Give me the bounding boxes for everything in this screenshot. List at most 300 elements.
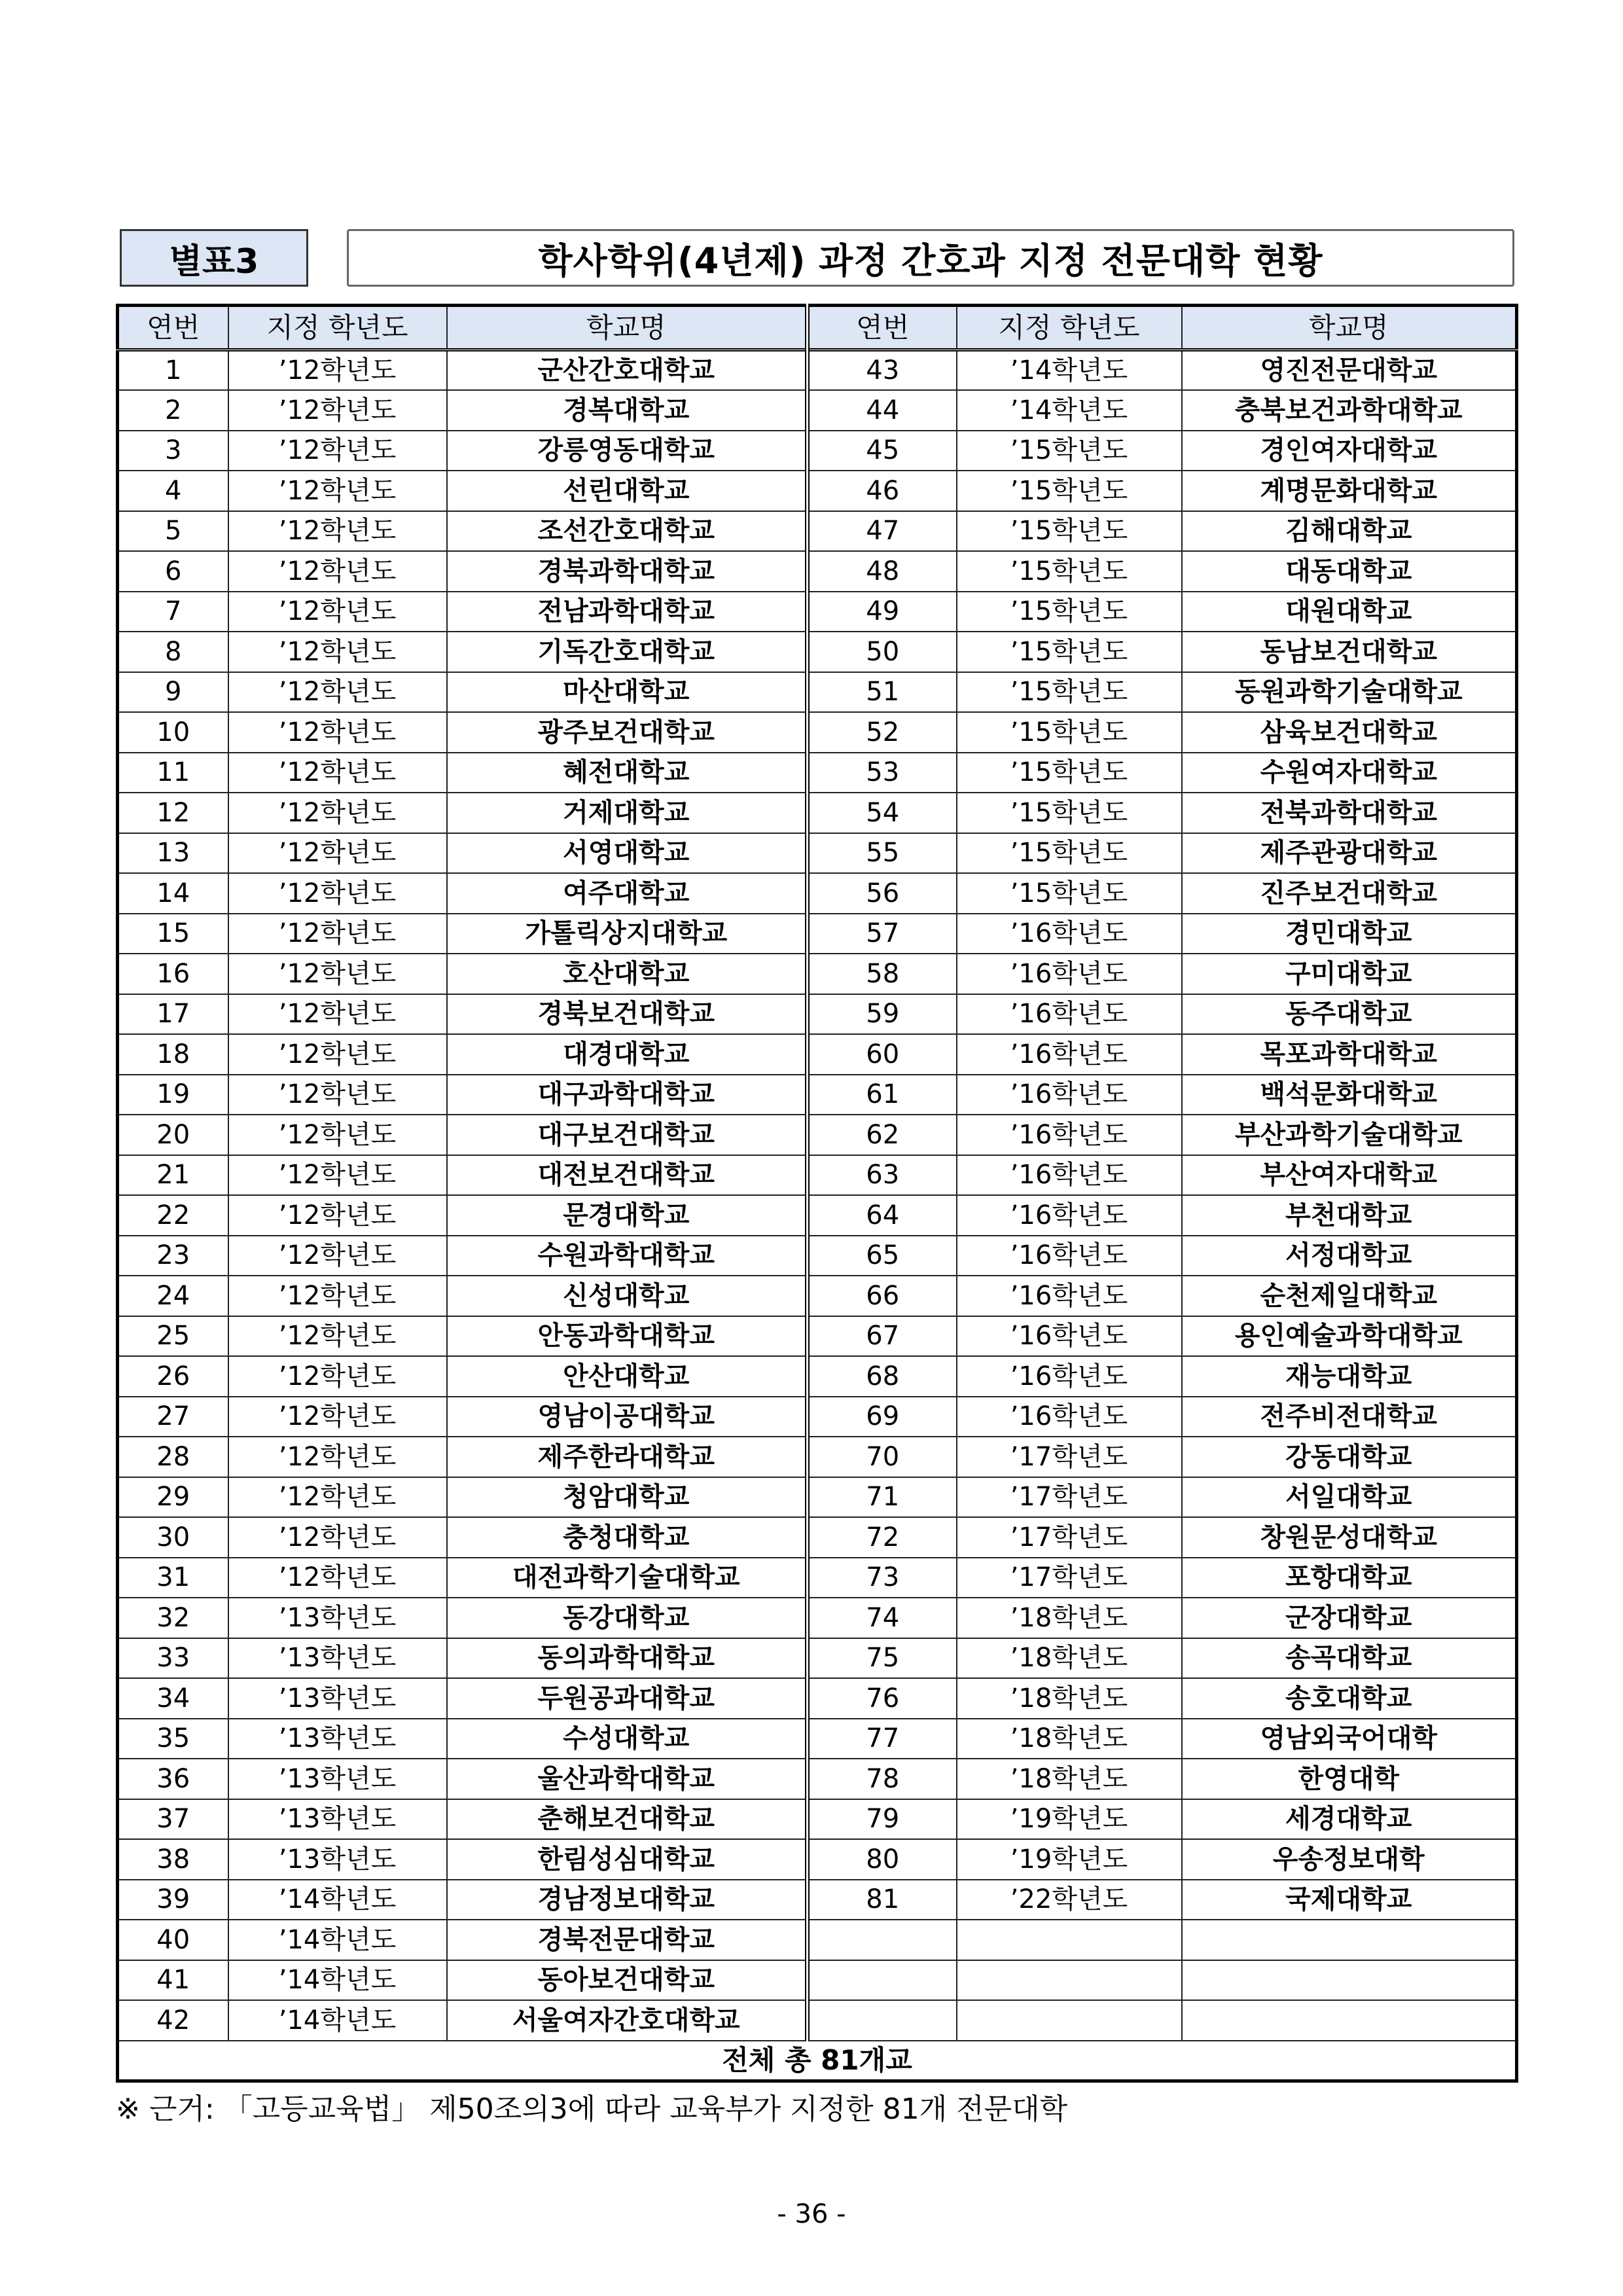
school-name: 서영대학교 (447, 833, 808, 874)
school-name: 제주관광대학교 (1182, 833, 1517, 874)
row-number: 29 (118, 1477, 228, 1518)
table-row (118, 2000, 1517, 2041)
table-row (118, 1356, 1517, 1397)
row-number: 50 (808, 632, 957, 672)
school-name: 대전과학기술대학교 (447, 1558, 808, 1598)
row-number: 55 (808, 833, 957, 874)
row-number: 12 (118, 793, 228, 833)
designation-year: ’19학년도 (957, 1839, 1182, 1880)
table-row (118, 954, 1517, 994)
designation-year: ’15학년도 (957, 471, 1182, 511)
school-name: 강동대학교 (1182, 1437, 1517, 1477)
designation-year: ’12학년도 (228, 712, 447, 753)
table-row (118, 1075, 1517, 1115)
designation-year: ’16학년도 (957, 1155, 1182, 1196)
designation-year: ’22학년도 (957, 1880, 1182, 1920)
designation-year: ’12학년도 (228, 994, 447, 1035)
row-number: 65 (808, 1236, 957, 1276)
designation-year: ’17학년도 (957, 1558, 1182, 1598)
row-number: 33 (118, 1638, 228, 1679)
page-number: - 36 - (777, 2199, 846, 2229)
row-number: 81 (808, 1880, 957, 1920)
designation-year: ’12학년도 (228, 1477, 447, 1518)
row-number: 32 (118, 1598, 228, 1638)
school-name: 안산대학교 (447, 1356, 808, 1397)
designation-year: ’12학년도 (228, 1558, 447, 1598)
row-number: 36 (118, 1759, 228, 1799)
school-name: 경남정보대학교 (447, 1880, 808, 1920)
school-name: 경북전문대학교 (447, 1920, 808, 1960)
school-name: 문경대학교 (447, 1195, 808, 1236)
row-number: 27 (118, 1397, 228, 1437)
row-number: 15 (118, 914, 228, 954)
school-name: 조선간호대학교 (447, 511, 808, 552)
school-name: 청암대학교 (447, 1477, 808, 1518)
school-name: 영남이공대학교 (447, 1397, 808, 1437)
column-header: 연번 (118, 306, 228, 350)
row-number: 69 (808, 1397, 957, 1437)
designation-year: ’18학년도 (957, 1719, 1182, 1759)
table-row (118, 1598, 1517, 1638)
column-header: 지정 학년도 (957, 306, 1182, 350)
designation-year: ’16학년도 (957, 954, 1182, 994)
row-number: 73 (808, 1558, 957, 1598)
school-name: 한림성심대학교 (447, 1839, 808, 1880)
row-number (808, 1920, 957, 1960)
table-row (118, 1155, 1517, 1196)
row-number: 26 (118, 1356, 228, 1397)
school-name: 경북보건대학교 (447, 994, 808, 1035)
designation-year: ’12학년도 (228, 390, 447, 431)
row-number: 60 (808, 1034, 957, 1075)
school-name: 김해대학교 (1182, 511, 1517, 552)
school-name: 대경대학교 (447, 1034, 808, 1075)
school-name: 전북과학대학교 (1182, 793, 1517, 833)
designation-year: ’12학년도 (228, 1236, 447, 1276)
school-name: 충청대학교 (447, 1517, 808, 1558)
school-name: 서정대학교 (1182, 1236, 1517, 1276)
designation-year: ’12학년도 (228, 1115, 447, 1155)
designation-year (957, 1960, 1182, 2001)
designation-year: ’13학년도 (228, 1839, 447, 1880)
column-header: 학교명 (447, 306, 808, 350)
table-row (118, 592, 1517, 632)
school-name: 대원대학교 (1182, 592, 1517, 632)
designation-year: ’17학년도 (957, 1517, 1182, 1558)
table-row (118, 1034, 1517, 1075)
school-name: 제주한라대학교 (447, 1437, 808, 1477)
table-row (118, 1799, 1517, 1840)
row-number: 13 (118, 833, 228, 874)
row-number: 62 (808, 1115, 957, 1155)
row-number: 7 (118, 592, 228, 632)
table-row (118, 1880, 1517, 1920)
school-name: 부산과학기술대학교 (1182, 1115, 1517, 1155)
row-number: 42 (118, 2000, 228, 2041)
designation-year: ’16학년도 (957, 1034, 1182, 1075)
school-name: 송호대학교 (1182, 1678, 1517, 1719)
school-name: 동강대학교 (447, 1598, 808, 1638)
designation-year: ’14학년도 (228, 1880, 447, 1920)
designation-year: ’16학년도 (957, 1115, 1182, 1155)
school-name: 부산여자대학교 (1182, 1155, 1517, 1196)
row-number: 28 (118, 1437, 228, 1477)
row-number: 20 (118, 1115, 228, 1155)
school-name: 우송정보대학 (1182, 1839, 1517, 1880)
school-name: 진주보건대학교 (1182, 873, 1517, 914)
table-row (118, 833, 1517, 874)
designation-year: ’12학년도 (228, 753, 447, 793)
school-name: 구미대학교 (1182, 954, 1517, 994)
designation-year: ’12학년도 (228, 954, 447, 994)
school-name (1182, 1960, 1517, 2001)
designation-year: ’12학년도 (228, 1397, 447, 1437)
table-row (118, 1558, 1517, 1598)
row-number: 30 (118, 1517, 228, 1558)
row-number: 59 (808, 994, 957, 1035)
table-row (118, 1477, 1517, 1518)
row-number: 51 (808, 672, 957, 713)
designation-year: ’18학년도 (957, 1638, 1182, 1679)
row-number: 56 (808, 873, 957, 914)
row-number: 2 (118, 390, 228, 431)
school-name: 수원여자대학교 (1182, 753, 1517, 793)
school-name: 경민대학교 (1182, 914, 1517, 954)
school-name: 경북과학대학교 (447, 551, 808, 592)
school-name: 목포과학대학교 (1182, 1034, 1517, 1075)
row-number: 75 (808, 1638, 957, 1679)
school-name: 세경대학교 (1182, 1799, 1517, 1840)
row-number: 64 (808, 1195, 957, 1236)
designation-year: ’18학년도 (957, 1759, 1182, 1799)
school-name: 삼육보건대학교 (1182, 712, 1517, 753)
row-number: 58 (808, 954, 957, 994)
designation-year: ’14학년도 (957, 390, 1182, 431)
designation-year: ’12학년도 (228, 793, 447, 833)
designation-year: ’15학년도 (957, 551, 1182, 592)
row-number: 74 (808, 1598, 957, 1638)
table-row (118, 1195, 1517, 1236)
row-number: 67 (808, 1316, 957, 1357)
row-number: 11 (118, 753, 228, 793)
designation-year: ’12학년도 (228, 1195, 447, 1236)
designation-year: ’16학년도 (957, 1356, 1182, 1397)
school-name: 영진전문대학교 (1182, 350, 1517, 391)
designation-year: ’16학년도 (957, 1236, 1182, 1276)
page-title: 학사학위(4년제) 과정 간호과 지정 전문대학 현황 (347, 229, 1514, 287)
designation-year: ’16학년도 (957, 1195, 1182, 1236)
row-number: 4 (118, 471, 228, 511)
designation-year: ’15학년도 (957, 511, 1182, 552)
school-name: 대구과학대학교 (447, 1075, 808, 1115)
school-name: 호산대학교 (447, 954, 808, 994)
row-number: 46 (808, 471, 957, 511)
column-header: 지정 학년도 (228, 306, 447, 350)
row-number: 44 (808, 390, 957, 431)
row-number: 66 (808, 1276, 957, 1316)
row-number: 47 (808, 511, 957, 552)
header-row (118, 306, 1517, 350)
school-name: 대전보건대학교 (447, 1155, 808, 1196)
school-name: 경인여자대학교 (1182, 431, 1517, 471)
table-row (118, 793, 1517, 833)
row-number: 72 (808, 1517, 957, 1558)
table-row (118, 712, 1517, 753)
school-name: 동의과학대학교 (447, 1638, 808, 1679)
row-number: 54 (808, 793, 957, 833)
designation-year: ’12학년도 (228, 914, 447, 954)
table-row (118, 1920, 1517, 1960)
designation-year: ’16학년도 (957, 1075, 1182, 1115)
designation-year: ’15학년도 (957, 672, 1182, 713)
table-row (118, 1638, 1517, 1679)
row-number: 77 (808, 1719, 957, 1759)
table-row (118, 1759, 1517, 1799)
row-number: 61 (808, 1075, 957, 1115)
row-number: 9 (118, 672, 228, 713)
row-number (808, 2000, 957, 2041)
row-number: 52 (808, 712, 957, 753)
school-name: 대구보건대학교 (447, 1115, 808, 1155)
designation-year: ’16학년도 (957, 1397, 1182, 1437)
row-number: 43 (808, 350, 957, 391)
school-name: 춘해보건대학교 (447, 1799, 808, 1840)
school-name (1182, 1920, 1517, 1960)
table-row (118, 672, 1517, 713)
table-row (118, 632, 1517, 672)
designation-year: ’12학년도 (228, 672, 447, 713)
school-name: 창원문성대학교 (1182, 1517, 1517, 1558)
school-name: 동남보건대학교 (1182, 632, 1517, 672)
row-number (808, 1960, 957, 2001)
school-name: 동주대학교 (1182, 994, 1517, 1035)
school-name: 마산대학교 (447, 672, 808, 713)
designation-year: ’14학년도 (228, 1920, 447, 1960)
school-name: 수원과학대학교 (447, 1236, 808, 1276)
designation-year: ’12학년도 (228, 833, 447, 874)
row-number: 37 (118, 1799, 228, 1840)
column-header: 학교명 (1182, 306, 1517, 350)
table-label: 별표3 (120, 229, 308, 287)
designation-year: ’12학년도 (228, 873, 447, 914)
designation-year: ’14학년도 (957, 350, 1182, 391)
row-number: 24 (118, 1276, 228, 1316)
row-number: 39 (118, 1880, 228, 1920)
school-name: 신성대학교 (447, 1276, 808, 1316)
school-name: 가톨릭상지대학교 (447, 914, 808, 954)
table-row (118, 1678, 1517, 1719)
row-number: 17 (118, 994, 228, 1035)
designation-year: ’17학년도 (957, 1437, 1182, 1477)
school-name: 여주대학교 (447, 873, 808, 914)
row-number: 40 (118, 1920, 228, 1960)
row-number: 57 (808, 914, 957, 954)
designation-year: ’12학년도 (228, 551, 447, 592)
row-number: 16 (118, 954, 228, 994)
school-name: 전남과학대학교 (447, 592, 808, 632)
table-row (118, 914, 1517, 954)
school-name: 국제대학교 (1182, 1880, 1517, 1920)
table-row (118, 1397, 1517, 1437)
total-count: 전체 총 81개교 (118, 2041, 1517, 2081)
college-table (116, 304, 1518, 2083)
table-row (118, 1517, 1517, 1558)
row-number: 14 (118, 873, 228, 914)
row-number: 1 (118, 350, 228, 391)
table-row (118, 350, 1517, 391)
designation-year: ’12학년도 (228, 632, 447, 672)
school-name: 순천제일대학교 (1182, 1276, 1517, 1316)
designation-year: ’16학년도 (957, 1276, 1182, 1316)
school-name: 부천대학교 (1182, 1195, 1517, 1236)
designation-year: ’13학년도 (228, 1719, 447, 1759)
school-name: 울산과학대학교 (447, 1759, 808, 1799)
row-number: 76 (808, 1678, 957, 1719)
school-name: 포항대학교 (1182, 1558, 1517, 1598)
row-number: 8 (118, 632, 228, 672)
row-number: 53 (808, 753, 957, 793)
designation-year: ’13학년도 (228, 1759, 447, 1799)
designation-year: ’12학년도 (228, 511, 447, 552)
school-name: 광주보건대학교 (447, 712, 808, 753)
school-name: 서일대학교 (1182, 1477, 1517, 1518)
school-name: 한영대학 (1182, 1759, 1517, 1799)
row-number: 41 (118, 1960, 228, 2001)
designation-year: ’19학년도 (957, 1799, 1182, 1840)
school-name: 동원과학기술대학교 (1182, 672, 1517, 713)
table-row (118, 873, 1517, 914)
school-name: 경복대학교 (447, 390, 808, 431)
school-name: 서울여자간호대학교 (447, 2000, 808, 2041)
designation-year: ’15학년도 (957, 632, 1182, 672)
row-number: 10 (118, 712, 228, 753)
designation-year: ’12학년도 (228, 1517, 447, 1558)
designation-year: ’15학년도 (957, 592, 1182, 632)
designation-year: ’14학년도 (228, 1960, 447, 2001)
school-name (1182, 2000, 1517, 2041)
school-name: 송곡대학교 (1182, 1638, 1517, 1679)
designation-year: ’12학년도 (228, 350, 447, 391)
row-number: 23 (118, 1236, 228, 1276)
designation-year (957, 1920, 1182, 1960)
school-name: 재능대학교 (1182, 1356, 1517, 1397)
row-number: 48 (808, 551, 957, 592)
row-number: 21 (118, 1155, 228, 1196)
school-name: 군산간호대학교 (447, 350, 808, 391)
school-name: 선린대학교 (447, 471, 808, 511)
table-row (118, 511, 1517, 552)
designation-year: ’18학년도 (957, 1598, 1182, 1638)
total-row (118, 2041, 1517, 2081)
row-number: 35 (118, 1719, 228, 1759)
designation-year: ’13학년도 (228, 1799, 447, 1840)
designation-year: ’17학년도 (957, 1477, 1182, 1518)
table-row (118, 471, 1517, 511)
designation-year: ’15학년도 (957, 712, 1182, 753)
designation-year: ’12학년도 (228, 1276, 447, 1316)
row-number: 63 (808, 1155, 957, 1196)
designation-year: ’15학년도 (957, 431, 1182, 471)
row-number: 71 (808, 1477, 957, 1518)
school-name: 동아보건대학교 (447, 1960, 808, 2001)
row-number: 68 (808, 1356, 957, 1397)
row-number: 22 (118, 1195, 228, 1236)
designation-year: ’12학년도 (228, 1316, 447, 1357)
designation-year: ’15학년도 (957, 753, 1182, 793)
row-number: 45 (808, 431, 957, 471)
row-number: 31 (118, 1558, 228, 1598)
school-name: 혜전대학교 (447, 753, 808, 793)
table-row (118, 1276, 1517, 1316)
designation-year: ’13학년도 (228, 1598, 447, 1638)
table-row (118, 431, 1517, 471)
row-number: 3 (118, 431, 228, 471)
designation-year: ’15학년도 (957, 833, 1182, 874)
table-row (118, 390, 1517, 431)
school-name: 충북보건과학대학교 (1182, 390, 1517, 431)
school-name: 백석문화대학교 (1182, 1075, 1517, 1115)
designation-year: ’15학년도 (957, 873, 1182, 914)
designation-year: ’13학년도 (228, 1638, 447, 1679)
row-number: 19 (118, 1075, 228, 1115)
column-header: 연번 (808, 306, 957, 350)
school-name: 군장대학교 (1182, 1598, 1517, 1638)
school-name: 거제대학교 (447, 793, 808, 833)
row-number: 18 (118, 1034, 228, 1075)
designation-year: ’12학년도 (228, 1075, 447, 1115)
table-row (118, 994, 1517, 1035)
row-number: 80 (808, 1839, 957, 1880)
designation-year: ’12학년도 (228, 1155, 447, 1196)
school-name: 기독간호대학교 (447, 632, 808, 672)
row-number: 70 (808, 1437, 957, 1477)
table-row (118, 1719, 1517, 1759)
table-row (118, 551, 1517, 592)
designation-year: ’15학년도 (957, 793, 1182, 833)
designation-year: ’18학년도 (957, 1678, 1182, 1719)
designation-year: ’16학년도 (957, 914, 1182, 954)
designation-year: ’12학년도 (228, 1034, 447, 1075)
table-row (118, 753, 1517, 793)
school-name: 대동대학교 (1182, 551, 1517, 592)
school-name: 강릉영동대학교 (447, 431, 808, 471)
school-name: 용인예술과학대학교 (1182, 1316, 1517, 1357)
school-name: 안동과학대학교 (447, 1316, 808, 1357)
designation-year: ’12학년도 (228, 471, 447, 511)
school-name: 영남외국어대학 (1182, 1719, 1517, 1759)
school-name: 계명문화대학교 (1182, 471, 1517, 511)
designation-year: ’12학년도 (228, 592, 447, 632)
designation-year: ’12학년도 (228, 431, 447, 471)
designation-year (957, 2000, 1182, 2041)
row-number: 79 (808, 1799, 957, 1840)
school-name: 전주비전대학교 (1182, 1397, 1517, 1437)
table-row (118, 1236, 1517, 1276)
designation-year: ’12학년도 (228, 1437, 447, 1477)
designation-year: ’14학년도 (228, 2000, 447, 2041)
row-number: 49 (808, 592, 957, 632)
table-row (118, 1115, 1517, 1155)
school-name: 두원공과대학교 (447, 1678, 808, 1719)
row-number: 5 (118, 511, 228, 552)
table-row (118, 1960, 1517, 2001)
source-note: ※ 근거: 「고등교육법」 제50조의3에 따라 교육부가 지정한 81개 전문대학 (116, 2092, 1068, 2126)
table-row (118, 1839, 1517, 1880)
row-number: 38 (118, 1839, 228, 1880)
row-number: 25 (118, 1316, 228, 1357)
table-row (118, 1316, 1517, 1357)
designation-year: ’16학년도 (957, 1316, 1182, 1357)
